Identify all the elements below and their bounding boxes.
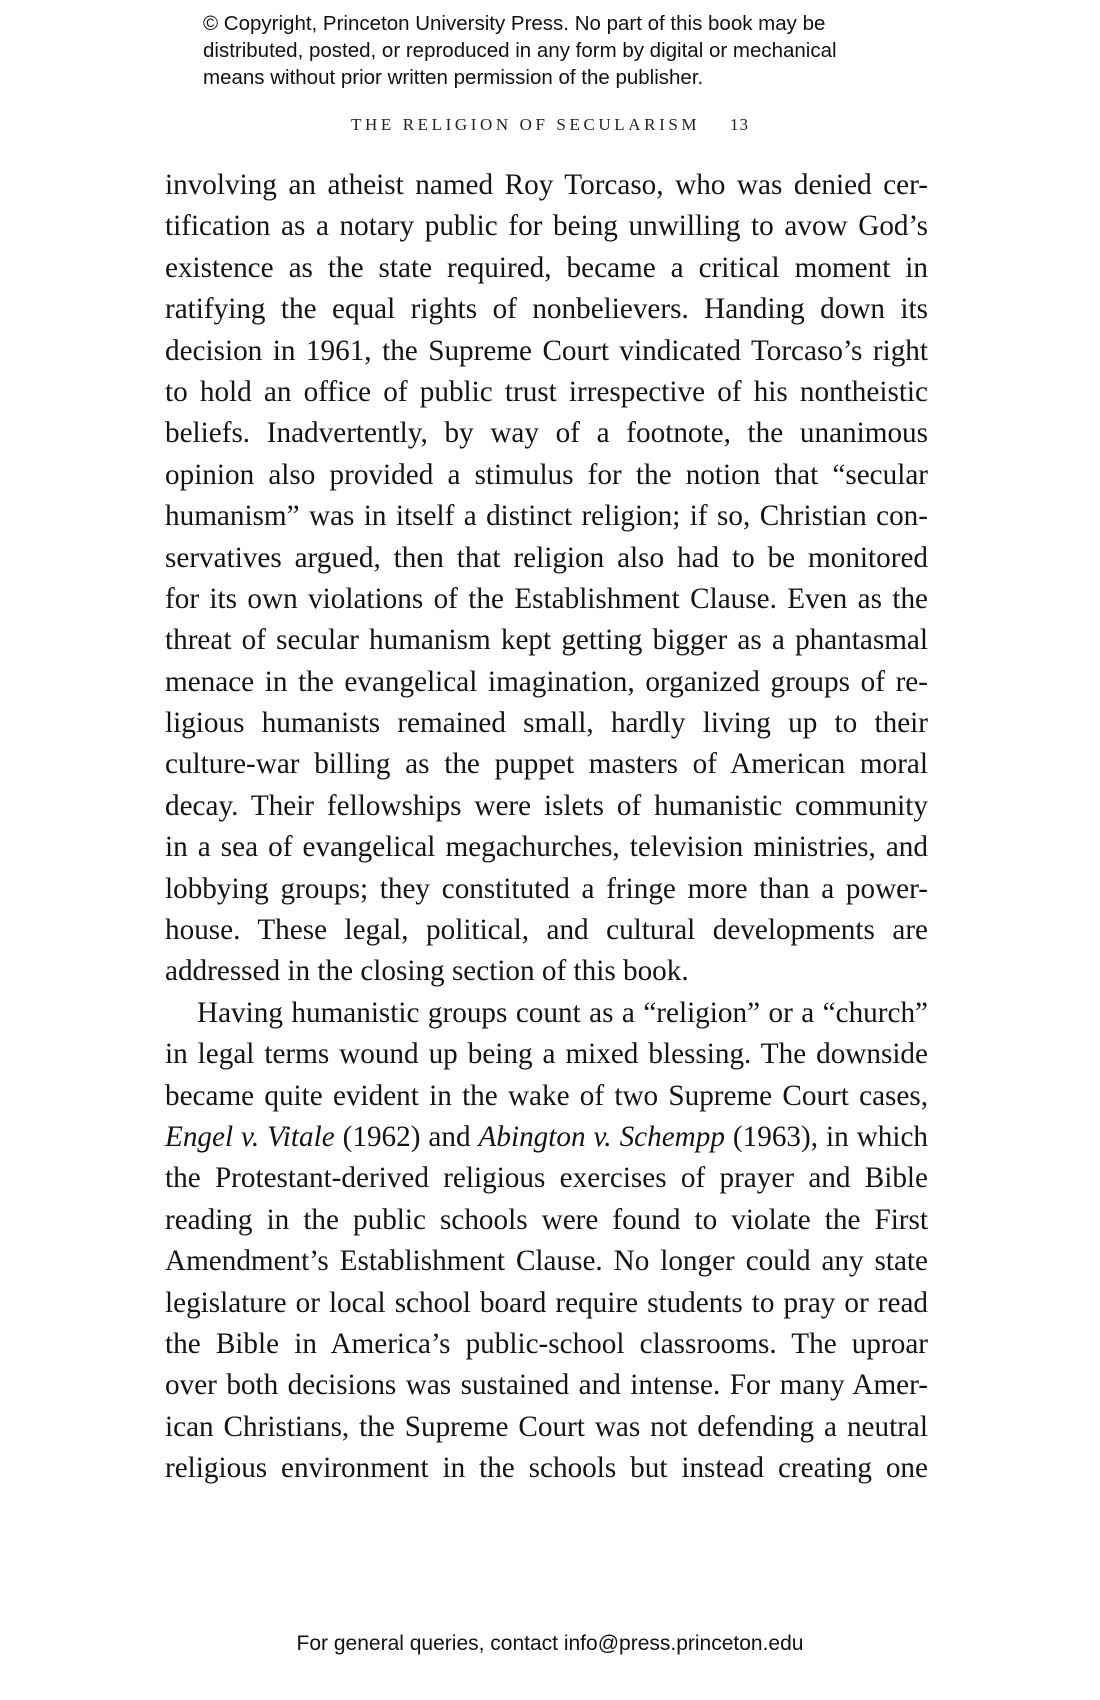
text-line: for its own violations of the Establishment Clause. Even as the [165, 582, 928, 615]
copyright-line: distributed, posted, or reproduced in any form by digital or mechanical [203, 39, 837, 62]
text-run: (1963), in which [724, 1120, 928, 1153]
text-line: in a sea of evangelical megachurches, television ministries, and [165, 831, 928, 864]
text-line: legislature or local school board require students to pray or read [165, 1286, 928, 1319]
text-line [165, 1117, 928, 1158]
paragraph-1 [165, 165, 928, 993]
text-line: threat of secular humanism kept getting bigger as a phantasmal [165, 624, 928, 657]
text-line: tification as a notary public for being unwilling to avow God’s [165, 210, 928, 243]
text-line: lobbying groups; they constituted a fringe more than a power- [165, 872, 928, 905]
text-run: (1962) and [334, 1120, 479, 1153]
text-line: the Bible in America’s public-school classrooms. The uproar [165, 1327, 928, 1360]
text-line: ligious humanists remained small, hardly living up to their [165, 707, 928, 740]
text-line: to hold an office of public trust irrespective of his nontheistic [165, 375, 928, 408]
text-line: humanism” was in itself a distinct religion; if so, Christian con- [165, 500, 928, 533]
copyright-line: means without prior written permission of the publisher. [203, 66, 704, 89]
text-line: beliefs. Inadvertently, by way of a footnote, the unanimous [165, 417, 928, 450]
text-line: involving an atheist named Roy Torcaso, who was denied cer- [165, 169, 928, 201]
text-line: over both decisions was sustained and intense. For many Amer- [165, 1369, 928, 1402]
case-name-abington: Abington v. Schempp [478, 1120, 725, 1153]
page-number: 13 [729, 115, 749, 134]
case-name-engel: Engel v. Vitale [165, 1120, 335, 1153]
text-line: ican Christians, the Supreme Court was not defending a neutral [165, 1410, 928, 1443]
text-line: existence as the state required, became a critical moment in [165, 251, 928, 284]
text-line: in legal terms wound up being a mixed blessing. The downside [165, 1038, 928, 1071]
text-line: Having humanistic groups count as a “religion” or a “church” [197, 996, 928, 1029]
text-line: religious environment in the schools but instead creating one [165, 1452, 928, 1485]
text-line: became quite evident in the wake of two Supreme Court cases, [165, 1079, 928, 1112]
text-line: decay. Their fellowships were islets of humanistic community [165, 789, 928, 822]
text-line: opinion also provided a stimulus for the notion that “secular [165, 458, 928, 491]
body-text [165, 165, 928, 1490]
text-line: culture-war billing as the puppet masters of American moral [165, 748, 928, 781]
paragraph-2 [165, 993, 928, 1490]
running-head-title: THE RELIGION OF SECULARISM [351, 115, 701, 134]
footer-contact: For general queries, contact info@press.princeton.edu [296, 1632, 804, 1655]
text-line: house. These legal, political, and cultural developments are [165, 914, 928, 947]
running-head [0, 115, 1100, 135]
text-line: ratifying the equal rights of nonbelievers. Handing down its [165, 293, 928, 326]
text-line: reading in the public schools were found to violate the First [165, 1203, 928, 1236]
text-line: the Protestant-derived religious exercises of prayer and Bible [165, 1162, 928, 1195]
text-line: Amendment’s Establishment Clause. No longer could any state [165, 1245, 928, 1278]
copyright-notice [203, 10, 923, 91]
text-line: decision in 1961, the Supreme Court vindicated Torcaso’s right [165, 334, 928, 367]
text-line: servatives argued, then that religion also had to be monitored [165, 541, 928, 574]
text-line: menace in the evangelical imagination, organized groups of re- [165, 665, 928, 698]
text-line: addressed in the closing section of this book. [165, 955, 689, 988]
copyright-line: © Copyright, Princeton University Press. No part of this book may be [203, 12, 826, 35]
